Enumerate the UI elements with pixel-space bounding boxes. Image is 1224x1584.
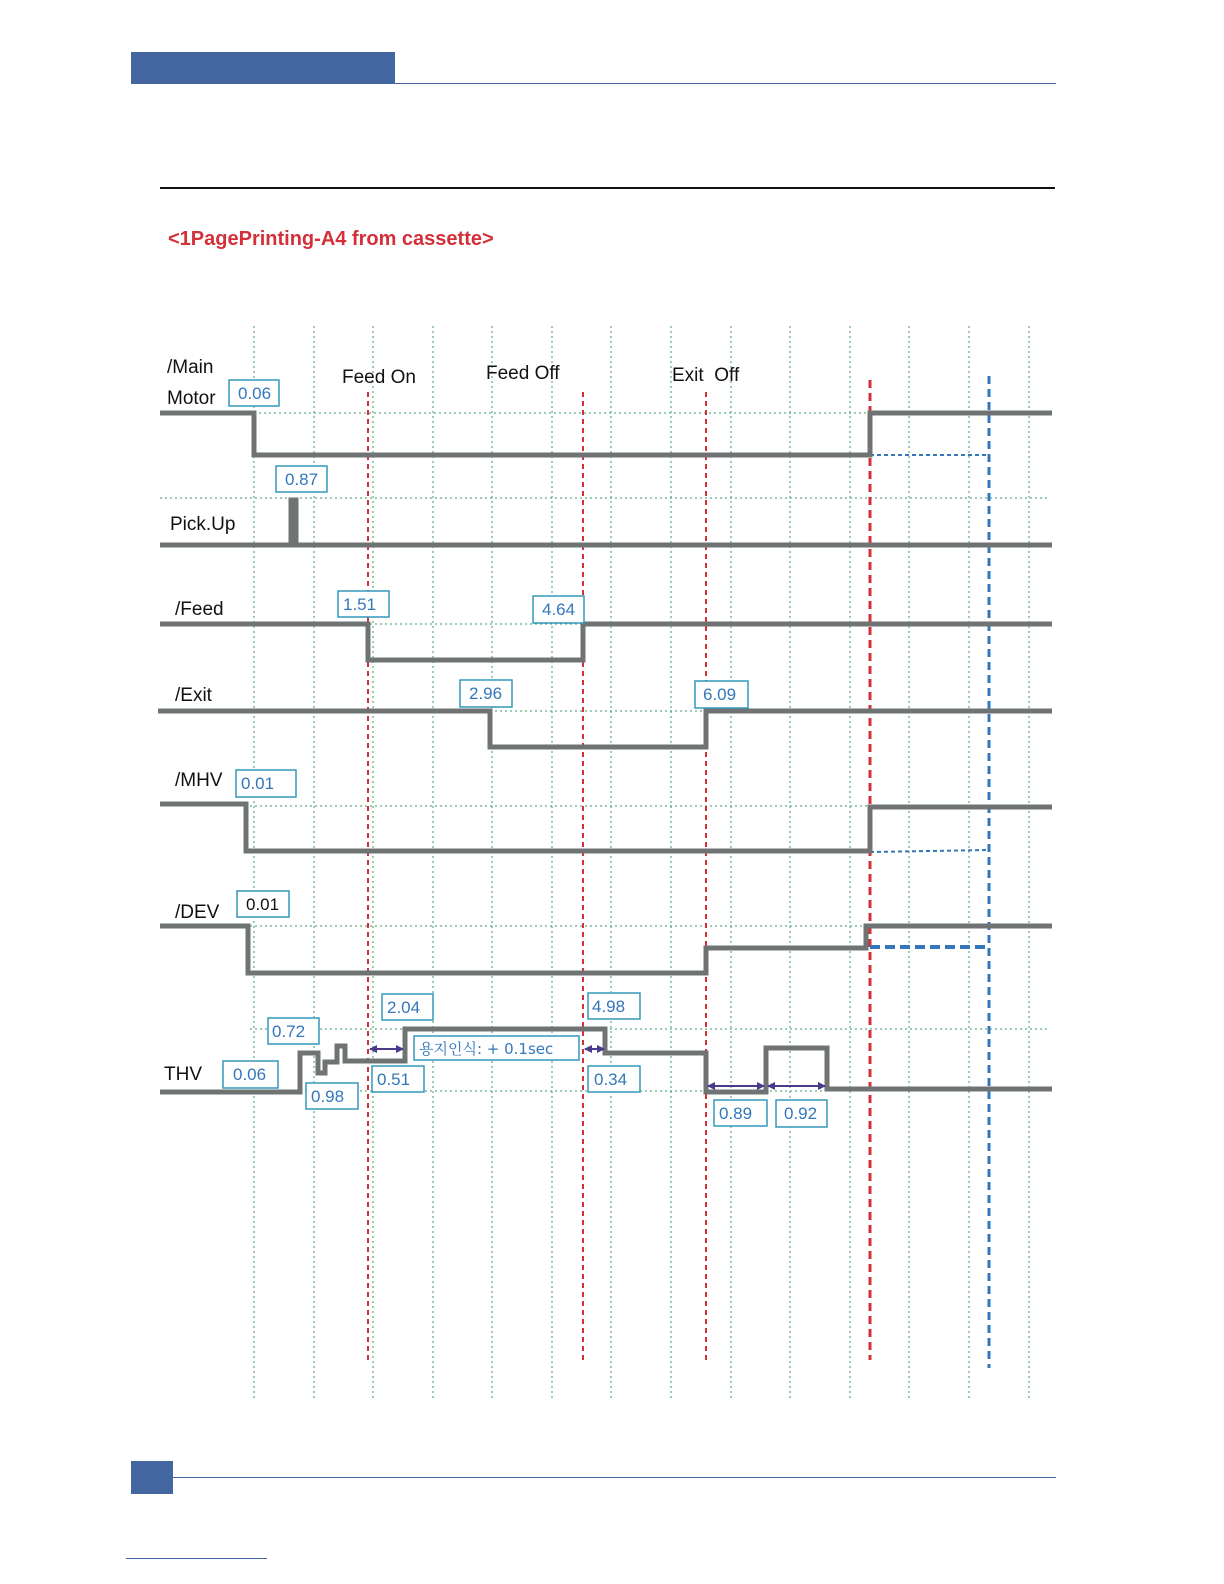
signal-label-main-motor-line1: /Main [167, 357, 214, 378]
footer-rule [173, 1477, 1056, 1478]
signal-label-feed: /Feed [175, 599, 224, 620]
value-thv-delay-2: 0.34 [594, 1070, 628, 1089]
footer-page-box [131, 1461, 173, 1494]
waveform-main-motor [160, 413, 1052, 455]
value-dev-on: 0.01 [246, 895, 280, 914]
value-exit-off: 6.09 [703, 685, 737, 704]
value-thv-delay-1: 0.51 [377, 1070, 411, 1089]
value-thv-pulse-2: 0.98 [311, 1087, 345, 1106]
value-thv-pulse-1: 0.72 [272, 1022, 306, 1041]
diagram-heading: <1PagePrinting-A4 from cassette> [168, 228, 494, 250]
waveform-mhv [160, 804, 1052, 851]
value-exit-on: 2.96 [469, 684, 503, 703]
waveform-dev [160, 926, 1052, 973]
footer-underline [126, 1558, 267, 1559]
value-thv-transfer-off: 4.98 [592, 997, 626, 1016]
signal-label-exit: /Exit [175, 685, 212, 706]
signal-label-dev: /DEV [175, 902, 220, 923]
signal-label-main-motor-line2: Motor [167, 388, 216, 409]
waveform-pickup [160, 500, 1052, 545]
value-feed-on: 1.51 [343, 595, 377, 614]
value-main-motor-on: 0.06 [238, 384, 272, 403]
value-thv-clean-1: 0.89 [719, 1104, 753, 1123]
value-pickup-pulse: 0.87 [285, 470, 319, 489]
waveform-exit [158, 711, 1052, 747]
event-label-feed-on: Feed On [342, 367, 416, 388]
event-label-feed-off: Feed Off [486, 363, 560, 384]
value-thv-rise: 0.06 [233, 1065, 267, 1084]
signal-label-mhv: /MHV [175, 770, 223, 791]
value-mhv-on: 0.01 [241, 774, 275, 793]
mhv-continuation [870, 850, 989, 852]
signal-label-pickup: Pick.Up [170, 514, 236, 535]
paper-detect-note: 용지인식: + 0.1sec [419, 1040, 554, 1058]
value-thv-clean-2: 0.92 [784, 1104, 818, 1123]
vertical-gridlines [254, 326, 1029, 1398]
event-label-exit-off: Exit Off [672, 365, 740, 386]
value-thv-transfer-on: 2.04 [387, 998, 421, 1017]
signal-label-thv: THV [164, 1064, 202, 1085]
value-feed-off: 4.64 [542, 600, 576, 619]
waveform-feed [160, 624, 1052, 660]
